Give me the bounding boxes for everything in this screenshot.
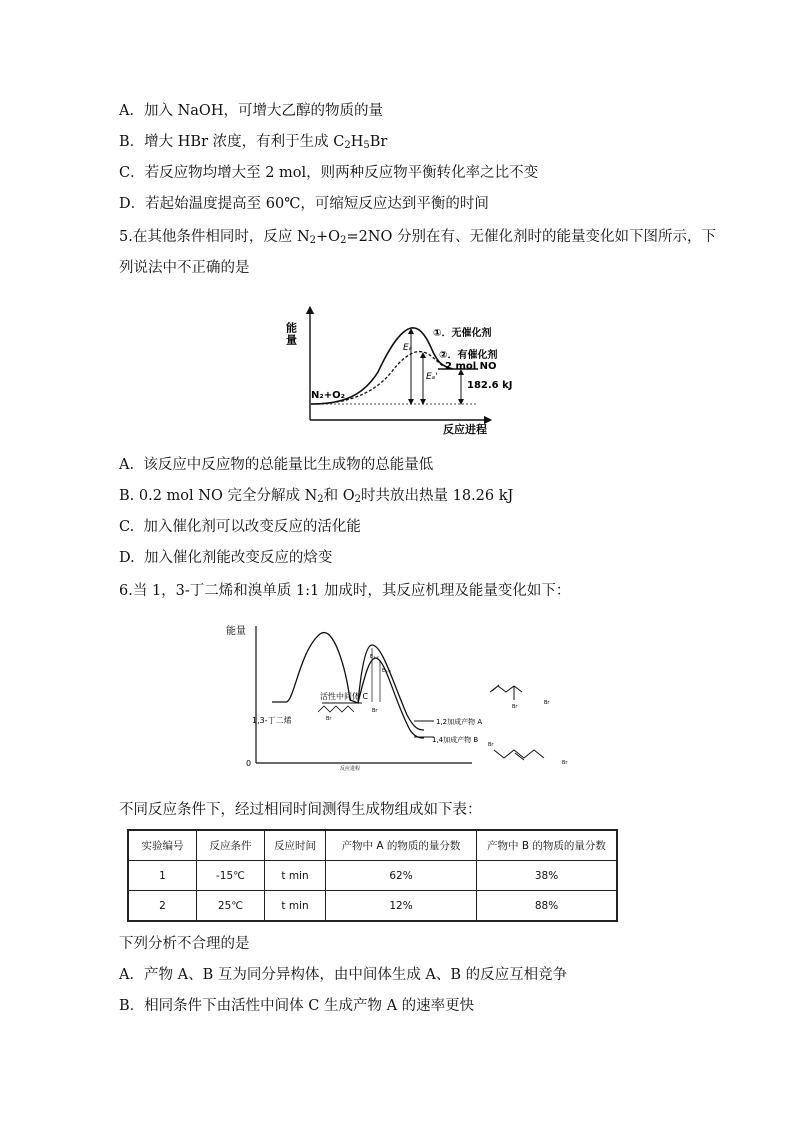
- e14-label: E₁,₄: [382, 668, 391, 674]
- results-table: [127, 829, 618, 922]
- q5-stem: 5.在其他条件相同时，反应 $N_2+O_2=2NO$ 分别在有、无催化剂时的能量变化如下图所示，下: [119, 229, 716, 246]
- q6-origin: 0: [246, 759, 252, 768]
- q4-option-d: D．若起始温度提高至 60℃，可缩短反应达到平衡的时间: [119, 196, 489, 212]
- q6-table-intro: 不同反应条件下，经过相同时间测得生成物组成如下表：: [119, 802, 482, 818]
- q5-option-c: C. 加入催化剂可以改变反应的活化能: [119, 519, 361, 535]
- product-b-structure: [494, 750, 544, 758]
- curve1-label: ①．无催化剂: [433, 328, 492, 339]
- q6-stem: 6.当 1，3-丁二烯和溴单质 1:1 加成时，其反应机理及能量变化如下：: [119, 583, 571, 599]
- svg-text:Br: Br: [512, 704, 518, 710]
- q5-stem-line2: 列说法中不正确的是: [119, 260, 250, 276]
- q6-x-axis-label: 反应进程: [340, 766, 361, 772]
- q4-option-a: A．加入 NaOH，可增大乙醇的物质的量: [119, 103, 383, 119]
- q5-option-a: A. 该反应中反应物的总能量比生成物的总能量低: [119, 457, 434, 473]
- reactant-label: N₂+O₂: [311, 390, 346, 401]
- svg-text:Br: Br: [326, 716, 332, 722]
- q4-option-c: C．若反应物均增大至 2 mol，则两种反应物平衡转化率之比不变: [119, 165, 539, 181]
- ea-label: Eₐ: [403, 343, 413, 353]
- q6-reactant-label: 1,3-丁二烯: [252, 716, 292, 725]
- intermediate-structure: [318, 706, 354, 712]
- q5-option-b: B. 0.2 mol NO 完全分解成 $N_2$和 $O_2$时共放出热量 18.26 kJ: [119, 488, 514, 505]
- svg-text:Br: Br: [372, 708, 378, 714]
- svg-text:Br: Br: [562, 760, 568, 766]
- svg-text:Br: Br: [544, 700, 550, 706]
- q5-energy-diagram: [283, 300, 513, 438]
- q6-product-a-label: 1,2加成产物 A: [436, 718, 483, 726]
- q6-option-a: A．产物 A、B 互为同分异构体，由中间体生成 A、B 的反应互相竞争: [119, 967, 568, 983]
- product-label: 2 mol NO: [445, 361, 497, 372]
- e12-label: E₁,₂: [370, 654, 379, 660]
- q6-product-b-label: 1,4加成产物 B: [432, 736, 479, 744]
- table-row: 1 -15℃ t min 62% 38%: [128, 861, 617, 891]
- q4-option-b: B．增大 HBr 浓度，有利于生成 $C_2H_5Br$: [119, 134, 388, 151]
- table-header-row: 实验编号 反应条件 反应时间 产物中 A 的物质的量分数 产物中 B 的物质的量分数: [128, 830, 617, 861]
- q6-intermediate-label: 活性中间体 C: [320, 692, 369, 701]
- q6-energy-diagram: [222, 620, 582, 780]
- q6-y-axis-label: 能量: [226, 626, 246, 637]
- ea-prime-label: Eₐ': [426, 372, 438, 382]
- q6-ask: 下列分析不合理的是: [119, 936, 250, 952]
- y-axis-label: 能量: [284, 322, 298, 346]
- x-axis-label: 反应进程: [443, 423, 487, 436]
- delta-label: 182.6 kJ: [467, 380, 513, 391]
- curve2-label: ②．有催化剂: [439, 350, 498, 361]
- q6-option-b: B．相同条件下由活性中间体 C 生成产物 A 的速率更快: [119, 998, 475, 1014]
- svg-text:Br: Br: [488, 742, 494, 748]
- q6-path-a: [272, 633, 424, 730]
- table-row: 2 25℃ t min 12% 88%: [128, 891, 617, 922]
- q5-option-d: D. 加入催化剂能改变反应的焓变: [119, 550, 333, 566]
